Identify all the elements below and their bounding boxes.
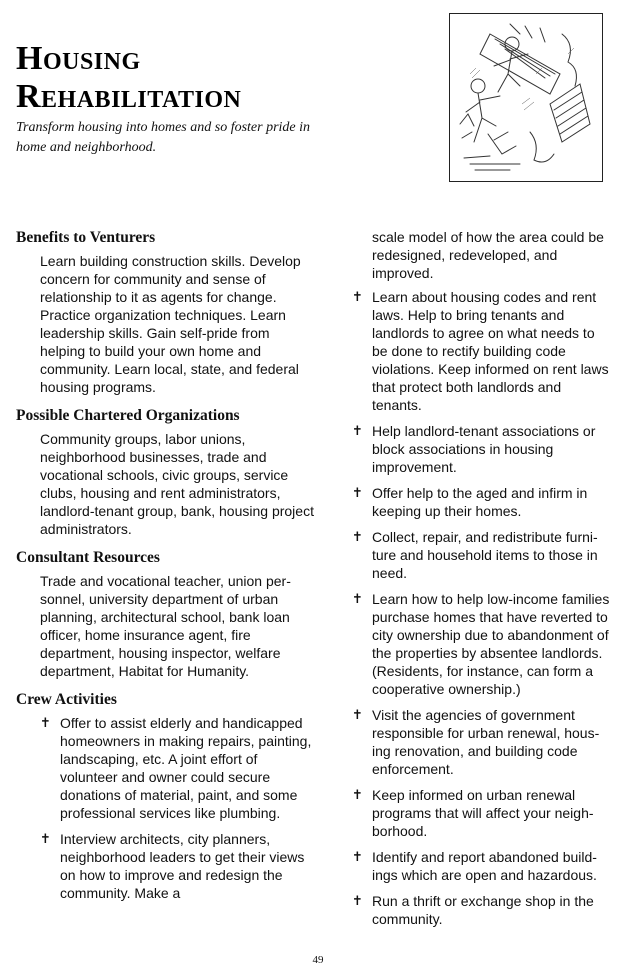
cross-bullet-icon: ✝: [352, 787, 363, 802]
list-item: [352, 848, 612, 884]
list-item-text: Run a thrift or exchange shop in the community.: [372, 893, 594, 927]
organizations-section: [16, 406, 316, 538]
title-line-2: Rehabilitation: [16, 78, 242, 115]
list-item: [352, 786, 612, 840]
organizations-body: Community groups, labor unions, neighborhood businesses, trade and vocational schools, civic groups, service clubs, housing and rent administrators, landlord-tenant group, bank, housing project administrators.: [40, 431, 314, 537]
list-item: [352, 484, 612, 520]
cross-bullet-icon: ✝: [352, 707, 363, 722]
list-item-text: Learn how to help low-income families purchase homes that have reverted to city ownership due to abandonment of the properties by absentee landlords. (Residents, for instance, can form a cooperative ownership.): [372, 591, 610, 697]
list-item-text: Interview architects, city planners, neighborhood leaders to get their views on how to improve and redesign the community. Make a: [60, 831, 305, 901]
cross-bullet-icon: ✝: [352, 289, 363, 304]
housing-illustration: [449, 13, 603, 182]
page-title: [16, 40, 241, 116]
consultants-heading: Consultant Resources: [16, 549, 160, 566]
list-item: [352, 528, 612, 582]
consultants-section: [16, 548, 316, 680]
list-item-text: Identify and report abandoned buildings which are open and hazardous.: [372, 849, 597, 883]
cross-bullet-icon: ✝: [352, 591, 363, 606]
consultants-body: Trade and vocational teacher, union personnel, university department of urban planning, architectural school, bank loan officer, home insurance agent, fire department, housing inspector, welfare department, Habitat for Humanity.: [40, 573, 291, 679]
list-item-text: Offer to assist elderly and handicapped homeowners in making repairs, painting, landscaping, etc. A joint effort of volunteer and owner could secure donations of material, paint, and some professional services like plumbing.: [60, 715, 312, 821]
list-item-text: Visit the agencies of government responsible for urban renewal, housing renovation, and building code enforcement.: [372, 707, 600, 777]
cross-bullet-icon: ✝: [352, 529, 363, 544]
list-item: [40, 714, 316, 822]
benefits-section: [16, 228, 316, 396]
list-item-text: Offer help to the aged and infirm in keeping up their homes.: [372, 485, 588, 519]
organizations-heading: Possible Chartered Organizations: [16, 407, 240, 424]
list-item: [352, 422, 612, 476]
page-subtitle: Transform housing into homes and so foster pride in home and neighborhood.: [16, 120, 311, 155]
right-column: [352, 228, 612, 936]
cross-bullet-icon: ✝: [352, 423, 363, 438]
list-item: [352, 706, 612, 778]
title-line-1: Housing: [16, 40, 141, 77]
left-column: [16, 228, 316, 910]
list-item: [352, 590, 612, 698]
cross-bullet-icon: ✝: [352, 485, 363, 500]
cross-bullet-icon: ✝: [352, 893, 363, 908]
crew-activities-list-left: [40, 714, 316, 902]
list-item-text: Help landlord-tenant associations or block associations in housing improvement.: [372, 423, 596, 475]
list-item-continuation: scale model of how the area could be redesigned, redeveloped, and improved.: [372, 229, 604, 281]
list-item: [40, 830, 316, 902]
list-item-text: Collect, repair, and redistribute furniture and household items to those in need.: [372, 529, 598, 581]
benefits-body: Learn building construction skills. Develop concern for community and sense of relationship to it as agents for change. Practice organization techniques. Learn leadership skills. Gain self-pride from helping to build your own home and community. Learn local, state, and federal housing programs.: [40, 253, 301, 395]
cross-bullet-icon: ✝: [40, 831, 51, 846]
benefits-heading: Benefits to Venturers: [16, 229, 156, 246]
cross-bullet-icon: ✝: [352, 849, 363, 864]
crew-activities-list-right: [352, 288, 612, 928]
list-item-text: Keep informed on urban renewal programs that will affect your neighborhood.: [372, 787, 594, 839]
cross-bullet-icon: ✝: [40, 715, 51, 730]
crew-activities-heading: Crew Activities: [16, 691, 117, 708]
page-number: 49: [312, 954, 324, 966]
crew-activities-section: [16, 690, 316, 902]
list-item-text: Learn about housing codes and rent laws. Help to bring tenants and landlords to agree on what needs to be done to rectify building code violations. Keep informed on rent laws that protect both landlords and tenants.: [372, 289, 609, 413]
list-item: [352, 288, 612, 414]
list-item: [352, 892, 612, 928]
